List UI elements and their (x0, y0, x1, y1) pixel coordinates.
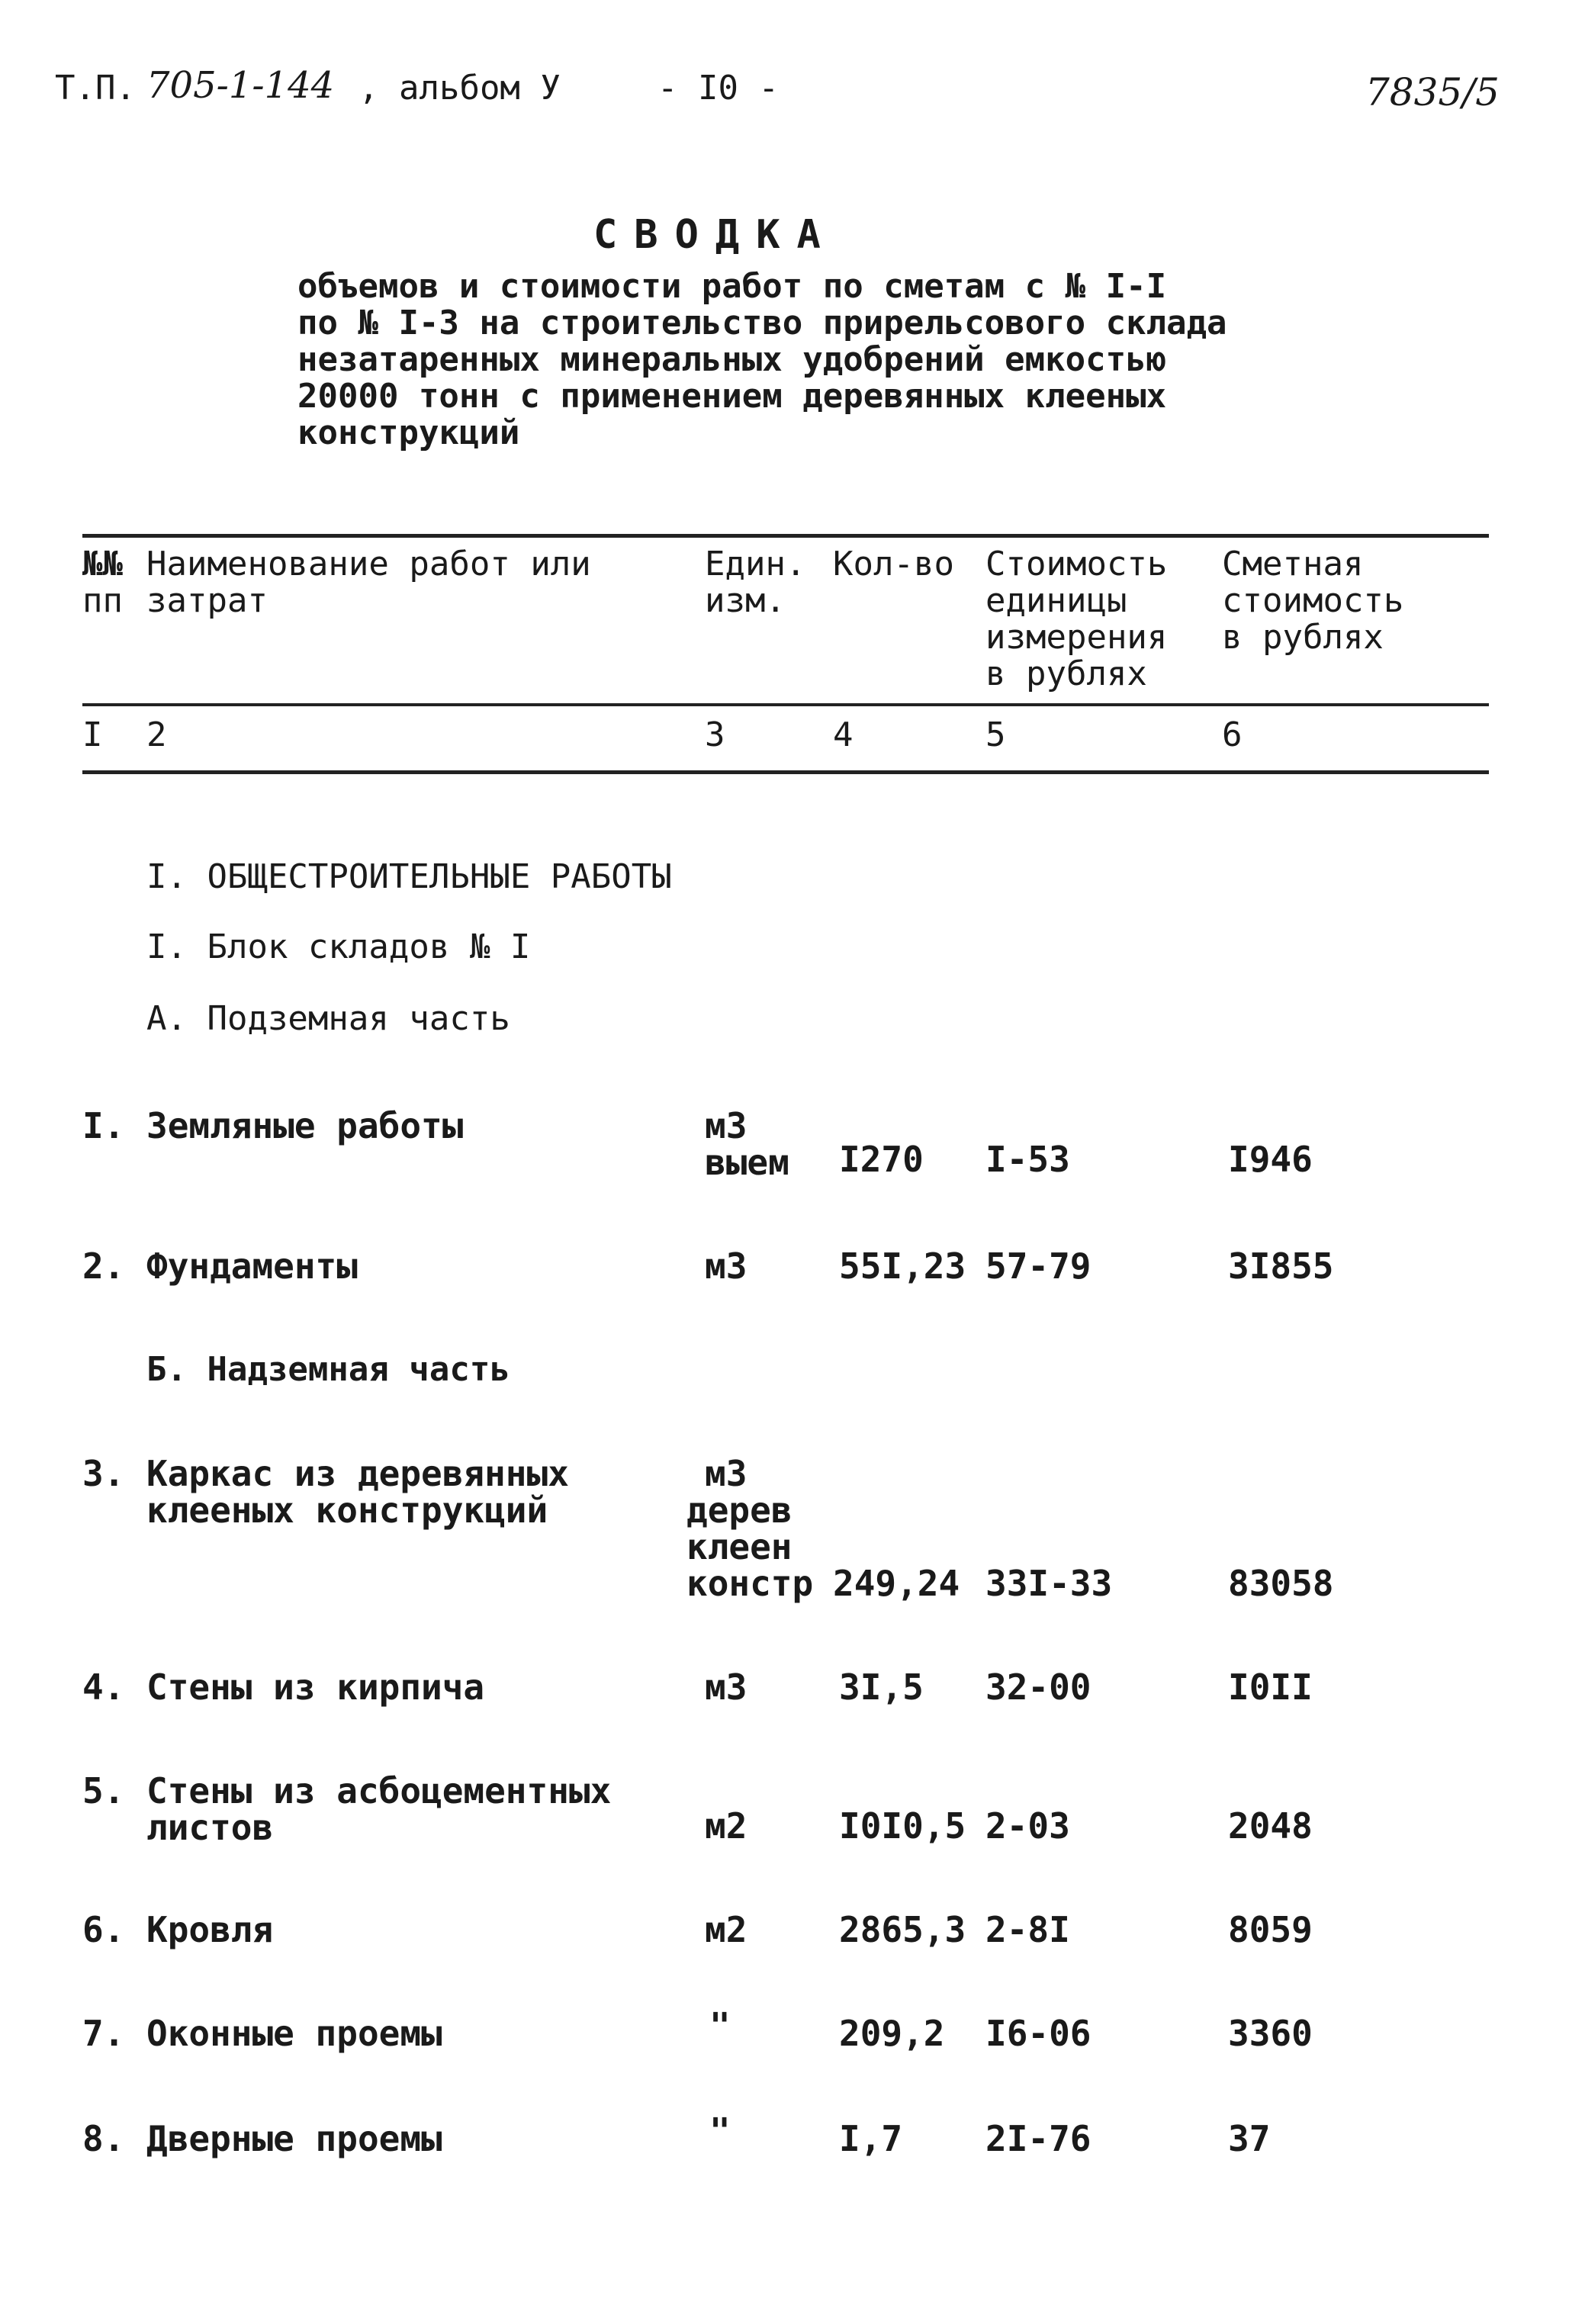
row-qty: 209,2 (839, 2013, 945, 2054)
column-number: I (82, 715, 103, 754)
row-name: Оконные проемы (146, 2013, 442, 2054)
row-unit-cost: 32-00 (985, 1667, 1091, 1708)
row-unit: м3 (705, 1667, 747, 1708)
header-unit-cost-line: измерения (985, 618, 1168, 657)
part-heading: А. Подземная часть (146, 999, 510, 1038)
document-title: СВОДКА (593, 212, 838, 258)
row-unit-cost: 2-8I (985, 1909, 1070, 1950)
row-unit: м2 (705, 1909, 747, 1950)
row-qty: 2865,3 (839, 1909, 966, 1950)
row-number: 7. (82, 2013, 125, 2054)
section-heading: I. ОБЩЕСТРОИТЕЛЬНЫЕ РАБОТЫ (146, 857, 672, 896)
row-unit-cost: 2I-76 (985, 2118, 1091, 2159)
subtitle-line: незатаренных минеральных удобрений емкостью (297, 340, 1167, 379)
reference-number: 7835/5 (1365, 70, 1500, 114)
row-number: I. (82, 1105, 125, 1146)
row-total: 2048 (1228, 1805, 1313, 1847)
row-total: 3I855 (1228, 1246, 1334, 1287)
row-unit: выем (705, 1142, 789, 1183)
row-name: Земляные работы (146, 1105, 464, 1146)
row-name: клееных конструкций (146, 1490, 548, 1531)
column-number: 2 (146, 715, 167, 754)
page-number: - I0 - (657, 69, 779, 108)
row-total: I0II (1228, 1667, 1313, 1708)
row-qty: 249,24 (833, 1563, 960, 1604)
row-unit: м3 (705, 1246, 747, 1287)
row-qty: 55I,23 (839, 1246, 966, 1287)
header-name-line: затрат (146, 581, 268, 620)
subtitle-line: конструкций (297, 413, 520, 452)
header-total-line: стоимость (1222, 581, 1404, 620)
row-total: 37 (1228, 2118, 1271, 2159)
subtitle-line: 20000 тонн с применением деревянных клееных (297, 377, 1167, 416)
header-total-line: Сметная (1222, 545, 1364, 583)
header-name-line: Наименование работ или (146, 545, 591, 583)
row-unit-cost: I-53 (985, 1139, 1070, 1180)
row-unit: констр (686, 1563, 814, 1604)
table-top-rule (82, 534, 1489, 538)
row-qty: I0I0,5 (839, 1805, 966, 1847)
row-unit: м3 (705, 1453, 747, 1494)
row-total: 3360 (1228, 2013, 1313, 2054)
row-total: 8059 (1228, 1909, 1313, 1950)
row-total: I946 (1228, 1139, 1313, 1180)
header-unit-cost-line: единицы (985, 581, 1127, 620)
row-name: Кровля (146, 1909, 274, 1950)
row-unit-cost: 33I-33 (985, 1563, 1113, 1604)
row-name: Стены из асбоцементных (146, 1770, 612, 1811)
row-unit: " (709, 2110, 731, 2152)
column-number: 6 (1222, 715, 1243, 754)
row-name: Каркас из деревянных (146, 1453, 569, 1494)
header-unit-line: изм. (705, 581, 786, 620)
row-number: 4. (82, 1667, 125, 1708)
row-name: Фундаменты (146, 1246, 358, 1287)
row-name: Дверные проемы (146, 2118, 442, 2159)
album-label: , альбом У (358, 69, 561, 108)
row-unit-cost: 57-79 (985, 1246, 1091, 1287)
header-num-line: пп (82, 581, 123, 620)
header-prefix: Т.П. (55, 69, 136, 108)
row-name: Стены из кирпича (146, 1667, 485, 1708)
row-qty: 3I,5 (839, 1667, 924, 1708)
project-code: 705-1-144 (146, 64, 335, 107)
row-number: 8. (82, 2118, 125, 2159)
row-unit: " (709, 2005, 731, 2046)
subtitle-line: по № I-3 на строительство прирельсового склада (297, 304, 1227, 342)
header-num-line: №№ (82, 545, 123, 583)
header-qty-line: Кол-во (833, 545, 954, 583)
part-heading: Б. Надземная часть (146, 1350, 510, 1389)
header-unit-cost-line: Стоимость (985, 545, 1168, 583)
row-qty: I,7 (839, 2118, 903, 2159)
row-unit: клеен (686, 1526, 792, 1567)
column-number: 3 (705, 715, 725, 754)
header-unit-cost-line: в рублях (985, 654, 1147, 693)
row-name: листов (146, 1807, 274, 1848)
header-total-line: в рублях (1222, 618, 1384, 657)
block-heading: I. Блок складов № I (146, 927, 531, 966)
row-number: 5. (82, 1770, 125, 1811)
row-number: 2. (82, 1246, 125, 1287)
row-unit: м3 (705, 1105, 747, 1146)
column-numbers-rule (82, 770, 1489, 774)
row-unit: дерев (686, 1490, 792, 1531)
column-number: 4 (833, 715, 854, 754)
row-unit-cost: I6-06 (985, 2013, 1091, 2054)
row-number: 3. (82, 1453, 125, 1494)
row-total: 83058 (1228, 1563, 1334, 1604)
row-number: 6. (82, 1909, 125, 1950)
row-qty: I270 (839, 1139, 924, 1180)
column-number: 5 (985, 715, 1006, 754)
header-unit-line: Един. (705, 545, 806, 583)
row-unit: м2 (705, 1805, 747, 1847)
header-bottom-rule (82, 703, 1489, 706)
subtitle-line: объемов и стоимости работ по сметам с № I-I (297, 267, 1167, 306)
row-unit-cost: 2-03 (985, 1805, 1070, 1847)
